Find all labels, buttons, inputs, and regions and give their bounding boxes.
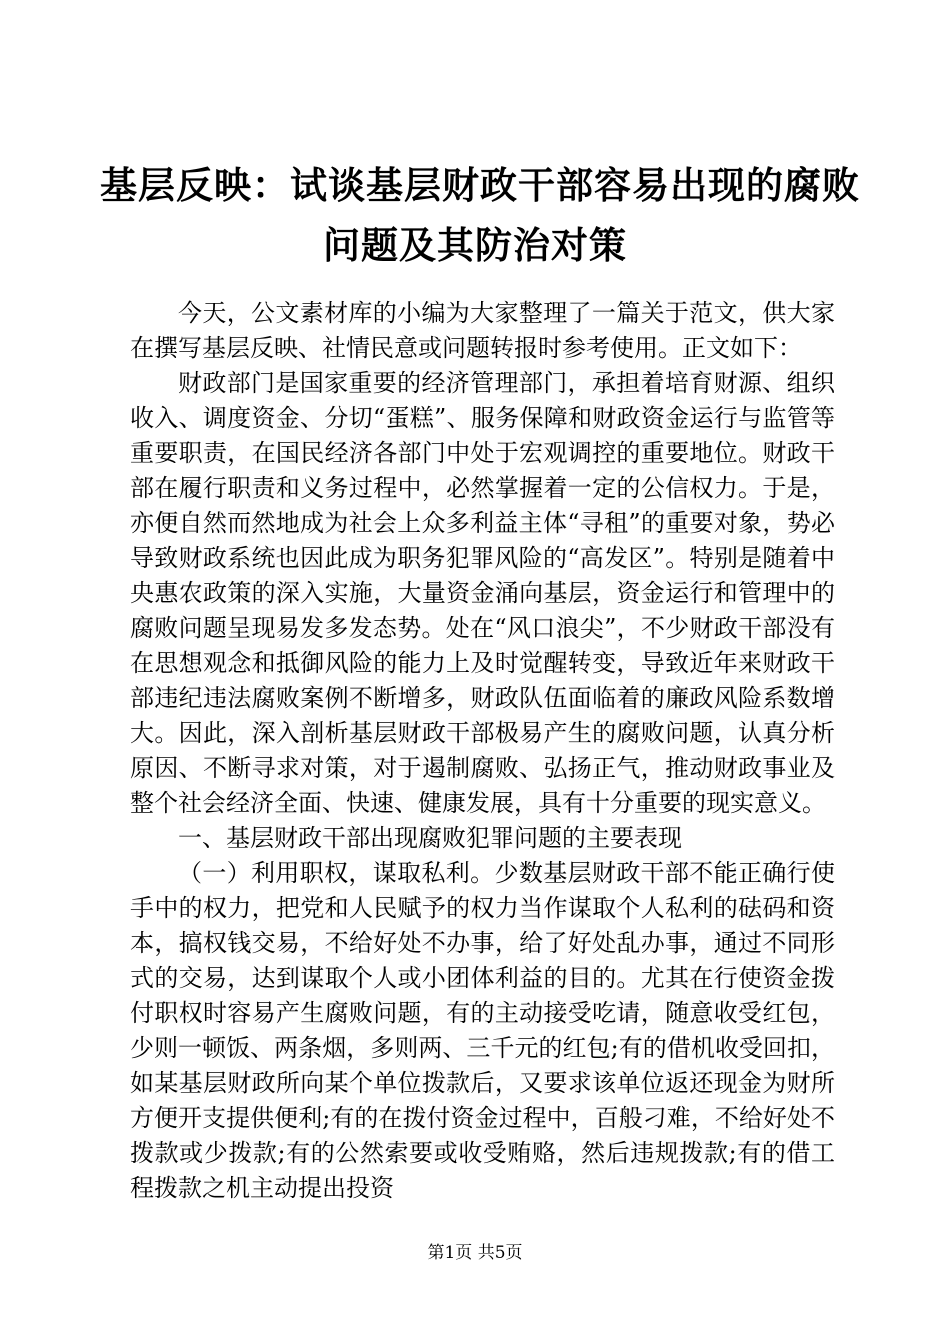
paragraph-background: 财政部门是国家重要的经济管理部门，承担着培育财源、组织收入、调度资金、分切“蛋糕”、服务保障和财政资金运行与监管等重要职责，在国民经济各部门中处于宏观调控的重要地位。财政干部在履行职责和义务过程中，必然掌握着一定的公信权力。于是，亦便自然而然地成为社会上众多利益主体“寻租”的重要对象，势必导致财政系统也因此成为职务犯罪风险的“高发区”。特别是随着中央惠农政策的深入实施，大量资金涌向基层，资金运行和管理中的腐败问题呈现易发多发态势。处在“风口浪尖”，不少财政干部没有在思想观念和抵御风险的能力上及时觉醒转变，导致近年来财政干部违纪违法腐败案例不断增多，财政队伍面临着的廉政风险系数增大。因此，深入剖析基层财政干部极易产生的腐败问题，认真分析原因、不断寻求对策，对于遏制腐败、弘扬正气，推动财政事业及整个社会经济全面、快速、健康发展，具有十分重要的现实意义。 <box>130 369 835 817</box>
document-title-line-1: 基层反映：试谈基层财政干部容易出现的腐败 <box>100 163 860 207</box>
document-body <box>130 296 835 1206</box>
page-footer: 第1页 共5页 <box>427 1243 523 1263</box>
paragraph-subsection-1: （一）利用职权，谋取私利。少数基层财政干部不能正确行使手中的权力，把党和人民赋予的权力当作谋取个人私利的砝码和资本，搞权钱交易，不给好处不办事，给了好处乱办事，通过不同形式的交易，达到谋取个人或小团体利益的目的。尤其在行使资金拨付职权时容易产生腐败问题，有的主动接受吃请，随意收受红包，少则一顿饭、两条烟，多则两、三千元的红包;有的借机收受回扣，如某基层财政所向某个单位拨款后，又要求该单位返还现金为财所方便开支提供便利;有的在拨付资金过程中，百般刁难，不给好处不拨款或少拨款;有的公然索要或收受贿赂，然后违规拨款;有的借工程拨款之机主动提出投资 <box>130 859 835 1202</box>
section-heading: 一、基层财政干部出现腐败犯罪问题的主要表现 <box>178 824 682 852</box>
document-title-line-2: 问题及其防治对策 <box>323 223 627 267</box>
paragraph-intro: 今天，公文素材库的小编为大家整理了一篇关于范文，供大家在撰写基层反映、社情民意或问题转报时参考使用。正文如下： <box>130 299 835 362</box>
